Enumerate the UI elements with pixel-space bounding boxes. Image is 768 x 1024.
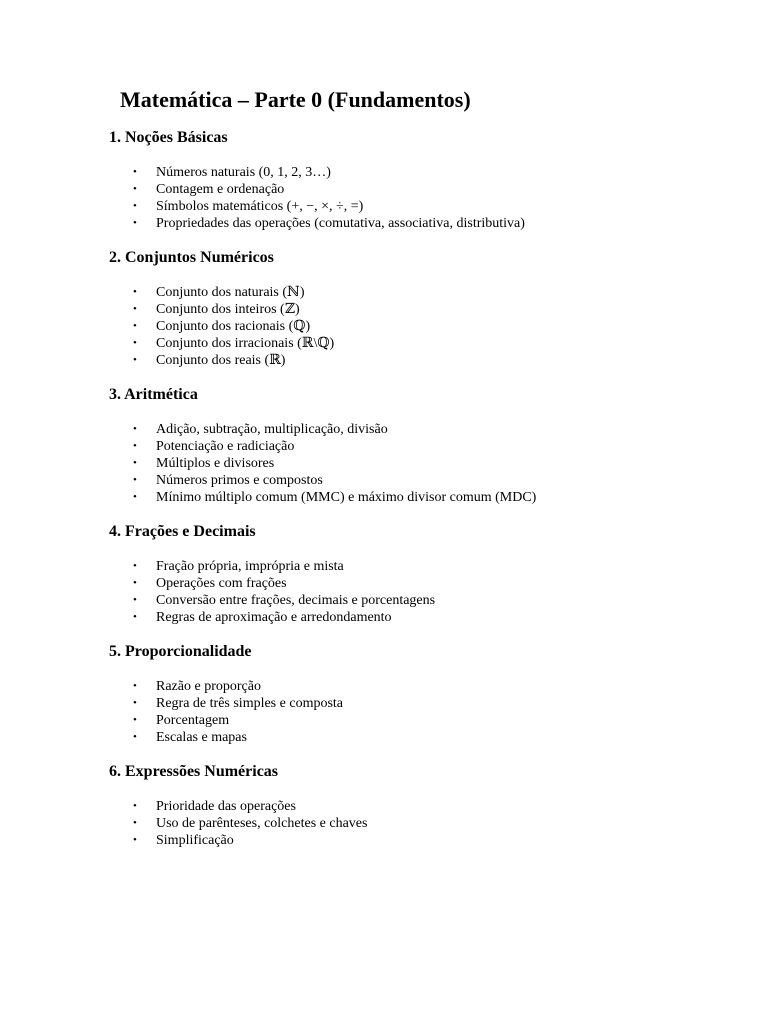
list-item-text: Uso de parênteses, colchetes e chaves	[156, 816, 368, 831]
list-expressoes-numericas	[133, 798, 368, 849]
bullet-icon: •	[133, 457, 137, 469]
list-item-text: Porcentagem	[156, 713, 230, 728]
bullet-icon: •	[133, 491, 137, 503]
bullet-icon: •	[133, 423, 137, 435]
list-item	[133, 215, 525, 232]
bullet-icon: •	[133, 286, 137, 298]
list-item-text: Regra de três simples e composta	[156, 696, 344, 711]
list-item-text: Propriedades das operações (comutativa, associativa, distributiva)	[156, 216, 525, 231]
list-item	[133, 558, 435, 575]
bullet-icon: •	[133, 303, 137, 315]
bullet-icon: •	[133, 800, 137, 812]
list-item-text: Conjunto dos racionais (ℚ)	[156, 319, 311, 334]
list-item	[133, 181, 525, 198]
bullet-icon: •	[133, 577, 137, 589]
list-item-text: Fração própria, imprópria e mista	[156, 559, 344, 574]
list-item	[133, 798, 367, 815]
list-item	[133, 815, 368, 832]
list-item	[133, 472, 536, 489]
bullet-icon: •	[133, 611, 137, 623]
list-item	[133, 421, 536, 438]
list-aritmetica	[133, 421, 537, 506]
bullet-icon: •	[133, 697, 137, 709]
list-item-text: Simplificação	[156, 833, 234, 848]
list-item	[133, 592, 436, 609]
list-item	[133, 164, 525, 181]
list-item-text: Adição, subtração, multiplicação, divisão	[156, 422, 388, 437]
list-item-text: Números primos e compostos	[156, 473, 323, 488]
section-heading-proporcionalidade: 5. Proporcionalidade	[109, 643, 252, 660]
bullet-icon: •	[133, 166, 137, 178]
page-title: Matemática – Parte 0 (Fundamentos)	[120, 87, 471, 112]
list-item	[133, 575, 435, 592]
list-proporcionalidade	[133, 678, 344, 746]
list-item-text: Conjunto dos irracionais (ℝ\ℚ)	[156, 336, 335, 351]
bullet-icon: •	[133, 183, 137, 195]
list-item-text: Contagem e ordenação	[156, 182, 285, 197]
list-item	[133, 712, 343, 729]
list-item	[133, 284, 334, 301]
list-item-text: Operações com frações	[156, 576, 287, 591]
bullet-icon: •	[133, 594, 137, 606]
bullet-icon: •	[133, 200, 137, 212]
list-item	[133, 438, 536, 455]
bullet-icon: •	[133, 440, 137, 452]
section-heading-nocoes-basicas: 1. Noções Básicas	[109, 129, 228, 146]
list-item	[133, 678, 343, 695]
list-item-text: Mínimo múltiplo comum (MMC) e máximo divisor comum (MDC)	[156, 490, 537, 505]
list-fracoes-decimais	[133, 558, 436, 626]
section-heading-expressoes-numericas: 6. Expressões Numéricas	[109, 763, 279, 780]
bullet-icon: •	[133, 560, 137, 572]
list-item-text: Potenciação e radiciação	[156, 439, 295, 454]
list-item	[133, 695, 344, 712]
list-item-text: Regras de aproximação e arredondamento	[156, 610, 392, 625]
bullet-icon: •	[133, 817, 137, 829]
list-item	[133, 609, 435, 626]
bullet-icon: •	[133, 337, 137, 349]
bullet-icon: •	[133, 354, 137, 366]
bullet-icon: •	[133, 320, 137, 332]
list-item	[133, 301, 334, 318]
list-item	[133, 318, 334, 335]
list-item	[133, 489, 537, 506]
list-item	[133, 455, 536, 472]
bullet-icon: •	[133, 731, 137, 743]
list-item-text: Símbolos matemáticos (+, −, ×, ÷, =)	[156, 199, 364, 214]
list-item-text: Conversão entre frações, decimais e porcentagens	[156, 593, 436, 608]
bullet-icon: •	[133, 217, 137, 229]
list-item-text: Escalas e mapas	[156, 730, 247, 745]
list-item-text: Múltiplos e divisores	[156, 456, 275, 471]
list-item-text: Números naturais (0, 1, 2, 3…)	[156, 165, 331, 180]
section-heading-conjuntos-numericos: 2. Conjuntos Numéricos	[109, 249, 274, 266]
list-item	[133, 832, 367, 849]
bullet-icon: •	[133, 714, 137, 726]
bullet-icon: •	[133, 834, 137, 846]
list-item	[133, 198, 525, 215]
bullet-icon: •	[133, 680, 137, 692]
list-item-text: Conjunto dos inteiros (ℤ)	[156, 302, 300, 317]
list-nocoes-basicas	[133, 164, 525, 232]
section-heading-fracoes-decimais: 4. Frações e Decimais	[109, 523, 256, 540]
section-heading-aritmetica: 3. Aritmética	[109, 386, 198, 403]
bullet-icon: •	[133, 474, 137, 486]
list-conjuntos-numericos	[133, 284, 335, 369]
list-item-text: Conjunto dos reais (ℝ)	[156, 353, 286, 368]
list-item	[133, 729, 343, 746]
list-item	[133, 335, 335, 352]
list-item-text: Conjunto dos naturais (ℕ)	[156, 285, 305, 300]
list-item-text: Prioridade das operações	[156, 799, 296, 814]
list-item	[133, 352, 334, 369]
list-item-text: Razão e proporção	[156, 679, 261, 694]
